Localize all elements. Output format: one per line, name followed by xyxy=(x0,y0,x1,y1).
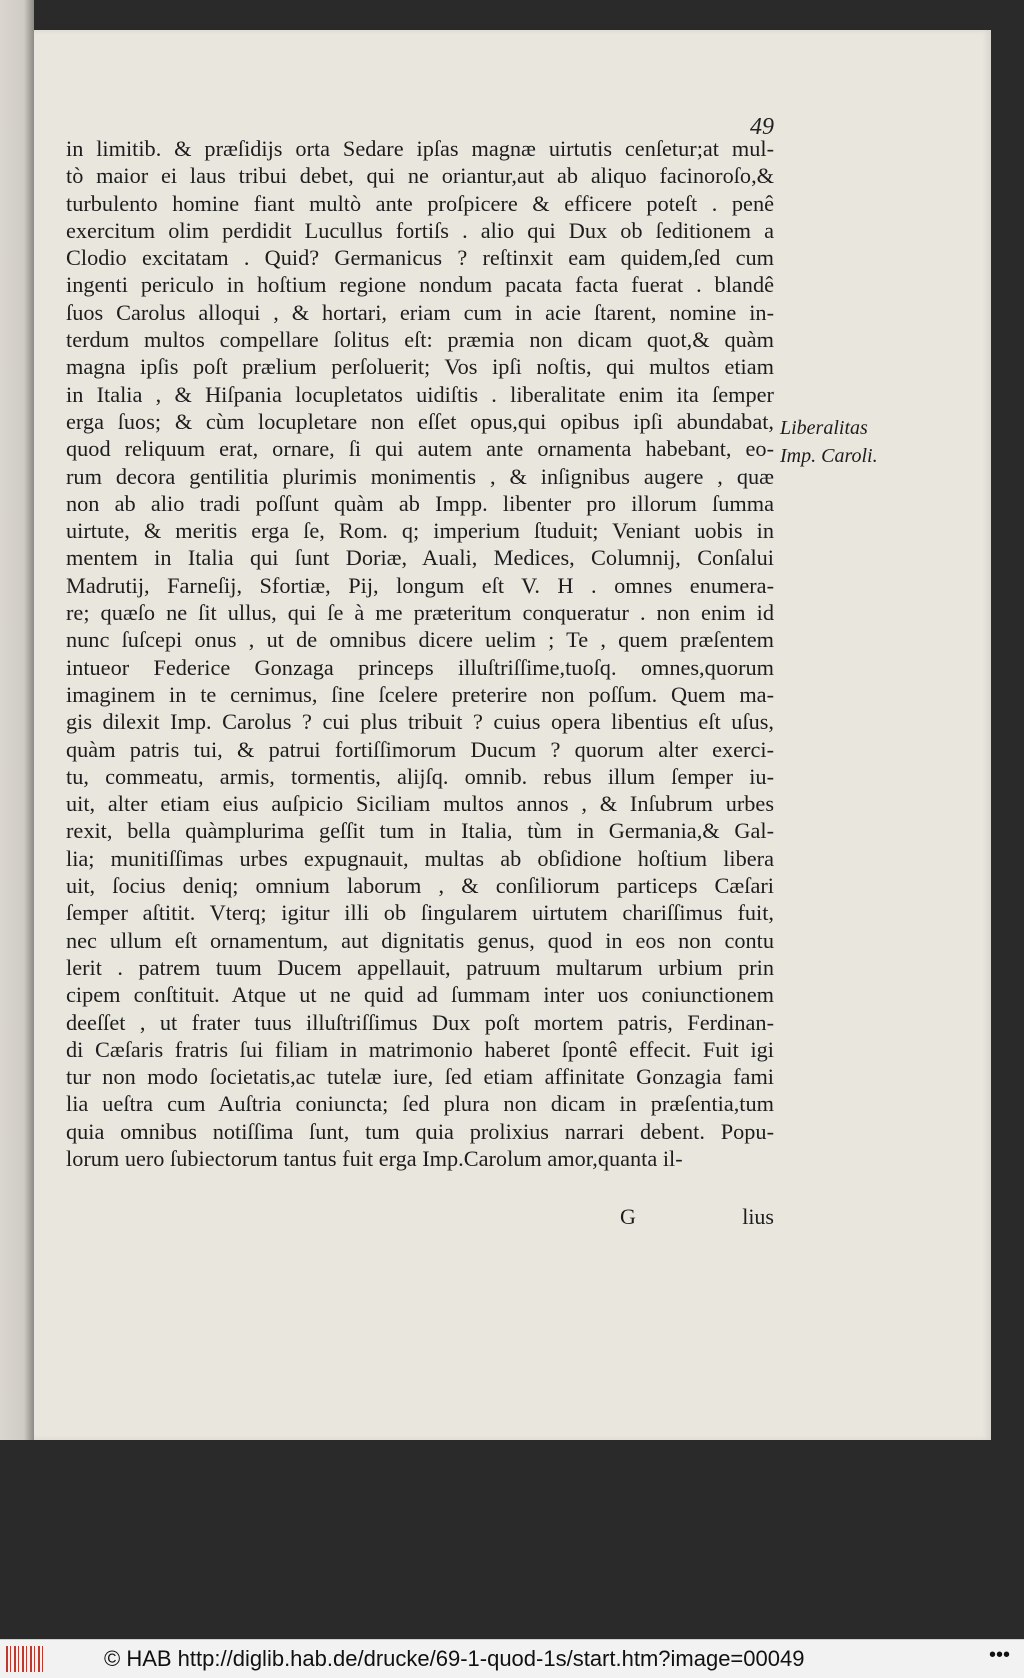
text-line: rum decora gentilitia plurimis monimentis , & inſignibus augere , quæ xyxy=(66,463,774,489)
signature-mark: G xyxy=(620,1204,636,1229)
text-line: nunc ſuſcepi onus , ut de omnibus dicere uelim ; Te , quem præſentem xyxy=(66,627,774,653)
marginal-note-line: Liberalitas xyxy=(780,417,868,439)
text-line: quia omnibus notiſſima ſunt, tum quia prolixius narrari debent. Popu- xyxy=(66,1118,774,1144)
text-line: tu, commeatu, armis, tormentis, alijſq. omnib. rebus illum ſemper iu- xyxy=(66,763,774,789)
text-line: di Cæſaris fratris ſui filiam in matrimonio haberet ſpontê effecit. Fuit igi xyxy=(66,1036,774,1062)
text-line: gis dilexit Imp. Carolus ? cui plus tribuit ? cuius opera libentius eſt uſus, xyxy=(66,709,774,735)
text-line: ſemper aſtitit. Vterq; igitur illi ob ſingularem uirtutem chariſſimus fuit, xyxy=(66,900,774,926)
menu-icon[interactable]: ••• xyxy=(988,1644,1010,1666)
text-line: terdum multos compellare ſolitus eſt: præmia non dicam quot,& quàm xyxy=(66,327,774,353)
text-line: tò maior ei laus tribui debet, qui ne oriantur,aut ab aliquo facinoroſo,& xyxy=(66,163,774,189)
text-line: in limitib. & præſidijs orta Sedare ipſas magnæ uirtutis cenſetur;at mul- xyxy=(66,136,774,161)
text-line: rexit, bella quàmplurima geſſit tum in Italia, tùm in Germania,& Gal- xyxy=(66,818,774,844)
marginal-note xyxy=(780,414,910,470)
text-line: quàm patris tui, & patrui fortiſſimorum Ducum ? quorum alter exerci- xyxy=(66,736,774,762)
text-line: deeſſet , ut frater tuus illuſtriſſimus Dux poſt mortem patris, Ferdinan- xyxy=(66,1009,774,1035)
text-line: Clodio excitatam . Quid? Germanicus ? reſtinxit eam quidem,ſed cum xyxy=(66,245,774,271)
adjacent-page-edge xyxy=(0,0,34,1440)
copyright-url[interactable]: © HAB http://diglib.hab.de/drucke/69-1-quod-1s/start.htm?image=00049 xyxy=(104,1646,805,1671)
text-line: magna ipſis poſt prælium perſoluerit; Vos ipſi noſtis, qui multos etiam xyxy=(66,354,774,380)
text-line: imaginem in te cernimus, ſine ſcelere preterire non poſſum. Quem ma- xyxy=(66,681,774,707)
text-line: ſuos Carolus alloqui , & hortari, eriam cum in acie ſtarent, nomine in- xyxy=(66,299,774,325)
body-text xyxy=(66,135,774,1172)
text-line: quod reliquum erat, ornare, ſi qui autem ante ornamenta habebant, eo- xyxy=(66,436,774,462)
text-line: mentem in Italia qui ſunt Doriæ, Auali, Medices, Columnij, Conſalui xyxy=(66,545,774,571)
text-line: uit, alter etiam eius auſpicio Siciliam multos annos , & Inſubrum urbes xyxy=(66,791,774,817)
text-line: ingenti periculo in hoſtium regione nondum pacata facta fuerat . blandê xyxy=(66,272,774,298)
text-line: lia; munitiſſimas urbes expugnauit, multas ab obſidione hoſtium libera xyxy=(66,845,774,871)
page-number: 49 xyxy=(750,114,774,140)
text-line: nec ullum eſt ornamentum, aut dignitatis genus, quod in eos non contu xyxy=(66,927,774,953)
hab-logo-icon xyxy=(6,1646,46,1672)
text-line: cipem conſtituit. Atque ut ne quid ad ſummam inter uos coniunctionem xyxy=(66,982,774,1008)
text-line: lorum uero ſubiectorum tantus fuit erga Imp.Carolum amor,quanta il- xyxy=(66,1145,683,1171)
document-page xyxy=(34,30,991,1440)
viewer-footer xyxy=(0,1639,1024,1678)
text-line: tur non modo ſocietatis,ac tutelæ iure, ſed etiam affinitate Gonzagia fami xyxy=(66,1064,774,1090)
text-line: lia ueſtra cum Auſtria coniuncta; ſed plura non dicam in præſentia,tum xyxy=(66,1091,774,1117)
text-line: uit, ſocius deniq; omnium laborum , & conſiliorum particeps Cæſari xyxy=(66,873,774,899)
text-line: Madrutij, Farneſij, Sfortiæ, Pij, longum eſt V. H . omnes enumera- xyxy=(66,572,774,598)
text-line: in Italia , & Hiſpania locupletatos uidiſtis . liberalitate enim ita ſemper xyxy=(66,381,774,407)
text-line: lerit . patrem tuum Ducem appellauit, patruum multarum urbium prin xyxy=(66,954,774,980)
text-line: turbulento homine fiant multò ante proſpicere & efficere poteſt . penê xyxy=(66,190,774,216)
text-line: non ab alio tradi poſſunt quàm ab Impp. libenter pro illorum ſumma xyxy=(66,490,774,516)
text-line: intueor Federice Gonzaga princeps illuſtriſſime,tuoſq. omnes,quorum xyxy=(66,654,774,680)
text-line: exercitum olim perdidit Lucullus fortiſs . alio qui Dux ob ſeditionem a xyxy=(66,217,774,243)
marginal-note-line: Imp. Caroli. xyxy=(780,445,878,467)
text-line: uirtute, & meritis erga ſe, Rom. q; imperium ſtuduit; Veniant uobis in xyxy=(66,518,774,544)
catchword: lius xyxy=(742,1204,774,1229)
text-line: erga ſuos; & cùm locupletare non eſſet opus,qui opibus ipſi abundabat, xyxy=(66,408,774,434)
text-line: re; quæſo ne ſit ullus, qui ſe à me præteritum conqueratur . non enim id xyxy=(66,600,774,626)
